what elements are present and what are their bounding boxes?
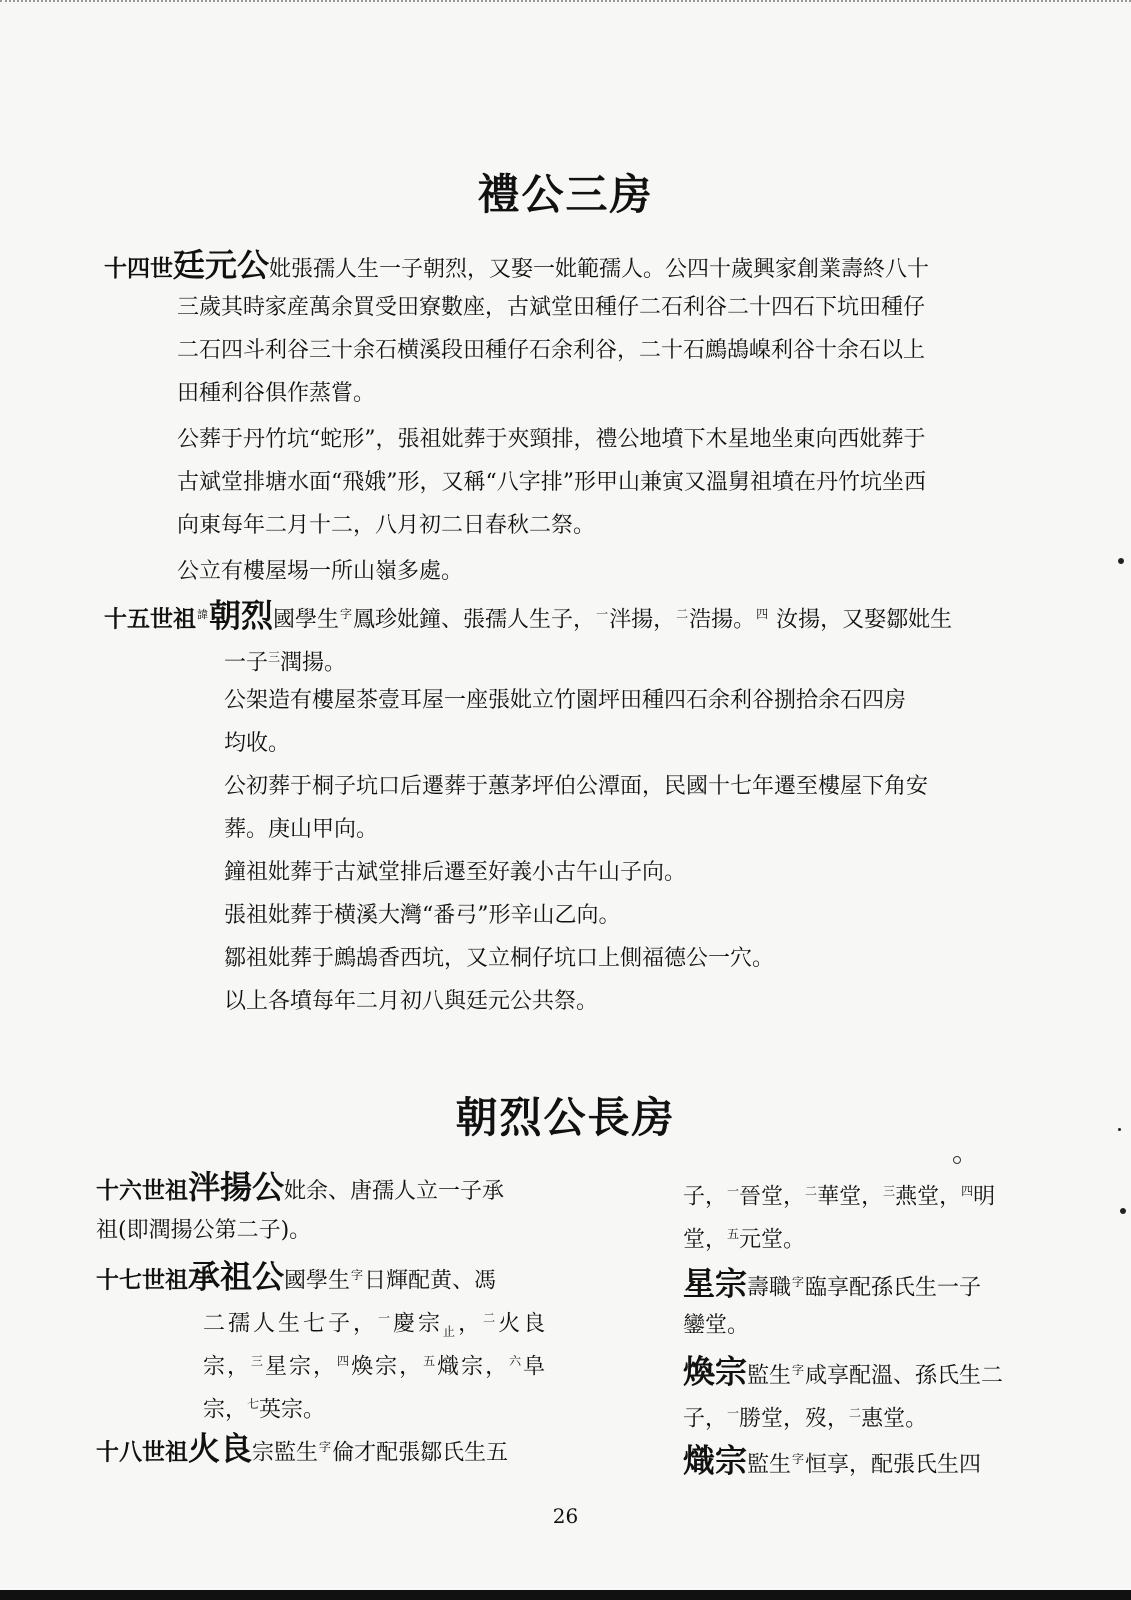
gen15-n3: 四 — [756, 607, 769, 621]
gen18-heading-line — [96, 1426, 508, 1474]
scan-speck — [1118, 558, 1124, 564]
gen18-label: 十八世祖 — [96, 1438, 188, 1466]
chizong-tag: 字 — [792, 1452, 805, 1466]
gen17-sub: 止 — [443, 1324, 459, 1339]
top-dotted-border — [0, 0, 1131, 2]
scan-speck — [1120, 1208, 1126, 1214]
r1-s2: 華堂， — [817, 1184, 884, 1210]
gen15-s2: 浩揚。 — [689, 607, 756, 633]
gen17-n6: 六 — [509, 1354, 524, 1368]
gen15-s3: 汝揚，又娶鄒妣生 — [776, 607, 953, 633]
gen17-s2: 火良 — [498, 1311, 549, 1337]
huanzong-text-b: 咸享配溫、孫氏生二 — [805, 1363, 1004, 1389]
gen17-line2-a: 二孺人生七子， — [203, 1311, 379, 1337]
r1-s4: 明 — [973, 1184, 996, 1210]
gen15-tag2: 字 — [340, 607, 353, 621]
gen15-line-7: 鐘祖妣葬于古斌堂排后遷至好義小古午山子向。 — [224, 860, 687, 885]
gen17-s1: 慶宗 — [393, 1311, 444, 1337]
gen18-name: 火良 — [188, 1429, 253, 1468]
chizong-text-b: 恒享，配張氏生四 — [805, 1452, 982, 1478]
r2-a: 堂， — [683, 1227, 728, 1253]
gen18-name2: 宗 — [252, 1440, 275, 1466]
gen14-heading-line — [104, 244, 929, 291]
xingzong-name: 星宗 — [683, 1264, 748, 1303]
gen17-line-3 — [203, 1340, 547, 1388]
gen17-text-a: 國學生 — [284, 1268, 351, 1294]
gen14-line-7: 公立有樓屋埸一所山嶺多處。 — [177, 559, 464, 584]
section-title-2: 朝烈公長房 — [455, 1093, 676, 1142]
gen17-n7: 七 — [247, 1397, 260, 1411]
chizong-heading-line — [683, 1438, 981, 1486]
gen16-heading-line — [96, 1166, 504, 1213]
gen17-n4: 四 — [337, 1354, 352, 1368]
gen18-text-a: 監生 — [274, 1440, 319, 1466]
gen17-n1: 一 — [378, 1311, 394, 1325]
right-line-1 — [683, 1170, 995, 1218]
gen15-line-4: 均收。 — [224, 731, 291, 756]
gen16-name: 泮揚公 — [188, 1168, 285, 1206]
gen17-n2: 二 — [483, 1311, 499, 1325]
gen15-tag: 諱 — [197, 608, 208, 621]
gen14-line-6: 向東每年二月十二，八月初二日春秋二祭。 — [177, 513, 596, 538]
r1-n4: 四 — [961, 1184, 974, 1198]
h-n2: 二 — [849, 1406, 862, 1420]
huanzong-tag: 字 — [792, 1363, 805, 1377]
r2-n5: 五 — [727, 1227, 740, 1241]
gen16-text: 妣余、唐孺人立一子承 — [284, 1179, 505, 1204]
huanzong-heading-line — [683, 1349, 1003, 1397]
huanzong-text-a: 監生 — [747, 1363, 792, 1389]
gen17-s7: 英宗。 — [259, 1397, 326, 1423]
huanzong-name: 煥宗 — [683, 1352, 748, 1391]
gen14-line-4: 公葬于丹竹坑“蛇形”，張祖妣葬于夾頸排，禮公地墳下木星地坐東向西妣葬于 — [177, 427, 926, 452]
gen17-line3-a: 宗， — [203, 1354, 252, 1380]
gen15-heading-line — [104, 593, 952, 641]
chizong-text-a: 監生 — [747, 1452, 792, 1478]
gen15-line-5: 公初葬于桐子坑口后遷葬于蕙茅坪伯公潭面，民國十七年遷至樓屋下角安 — [224, 774, 929, 799]
gen15-line2-a: 一子 — [224, 650, 269, 676]
gen17-line4-a: 宗， — [203, 1397, 248, 1423]
gen17-line-4 — [203, 1383, 325, 1431]
gen15-text-a: 國學生 — [273, 607, 340, 633]
gen15-line2-n: 三 — [268, 650, 281, 664]
gen17-text-b: 日輝配黄、馮 — [364, 1268, 497, 1294]
r1-s3: 燕堂， — [895, 1184, 962, 1210]
h-line2-a: 子， — [683, 1406, 728, 1432]
xingzong-text-b: 臨享配孫氏生一子 — [805, 1275, 982, 1301]
gen15-n1: 一 — [596, 607, 609, 621]
gen14-line-5: 古斌堂排塘水面“飛娥”形，又稱“八字排”形甲山兼寅又溫舅祖墳在丹竹坑坐西 — [177, 470, 926, 495]
gen15-line2-b: 潤揚。 — [280, 650, 347, 676]
r1-s1: 晉堂， — [739, 1184, 806, 1210]
gen17-s6: 阜 — [523, 1354, 548, 1380]
scan-speck — [953, 1156, 961, 1164]
gen17-name: 承祖公 — [188, 1257, 285, 1296]
gen17-n5: 五 — [423, 1354, 438, 1368]
gen15-label: 十五世祖 — [104, 605, 196, 633]
gen14-text: 妣張孺人生一子朝烈，又娶一妣範孺人。公四十歲興家創業壽終八十 — [269, 257, 930, 282]
r1-n3: 三 — [883, 1184, 896, 1198]
gen18-tag: 字 — [319, 1440, 332, 1454]
gen15-name: 朝烈 — [209, 596, 274, 635]
gen15-line-6: 葬。庚山甲向。 — [224, 817, 379, 842]
gen17-s3: 星宗， — [265, 1354, 338, 1380]
gen15-n2: 二 — [676, 607, 689, 621]
page-number: 26 — [552, 1504, 579, 1528]
xingzong-line-2: 鑾堂。 — [683, 1313, 750, 1338]
gen15-line-3: 公架造有樓屋茶壹耳屋一座張妣立竹園坪田種四石余利谷捌拾余石四房 — [224, 688, 907, 713]
gen17-tag: 字 — [351, 1268, 364, 1282]
h-s1: 勝堂，歿， — [739, 1406, 850, 1432]
r2-s5: 元堂。 — [739, 1227, 806, 1253]
xingzong-tag: 字 — [792, 1275, 805, 1289]
r1-n2: 二 — [805, 1184, 818, 1198]
huanzong-line-2 — [683, 1392, 927, 1440]
xingzong-heading-line — [683, 1261, 981, 1309]
gen15-line-10: 以上各墳每年二月初八與廷元公共祭。 — [224, 989, 599, 1014]
gen17-n3: 三 — [251, 1354, 266, 1368]
r1-a: 子， — [683, 1184, 728, 1210]
r1-n1: 一 — [727, 1184, 740, 1198]
h-n1: 一 — [727, 1406, 740, 1420]
gen14-label: 十四世 — [104, 255, 173, 282]
gen17-s5: 熾宗， — [437, 1354, 510, 1380]
gen15-s1: 泮揚， — [609, 607, 676, 633]
gen14-line-3: 田種利谷俱作蒸嘗。 — [177, 381, 376, 406]
gen17-s4: 煥宗， — [351, 1354, 424, 1380]
gen16-line-2: 祖(即潤揚公第二子)。 — [96, 1218, 312, 1243]
gen17-label: 十七世祖 — [96, 1266, 188, 1294]
h-s2: 惠堂。 — [861, 1406, 928, 1432]
gen18-text-b: 倫才配張鄒氏生五 — [332, 1440, 509, 1466]
gen17-s1b: ， — [458, 1311, 484, 1337]
xingzong-text-a: 壽職 — [747, 1275, 792, 1301]
gen16-label: 十六世祖 — [96, 1177, 188, 1204]
gen17-heading-line — [96, 1254, 496, 1302]
bottom-scan-border — [0, 1590, 1131, 1600]
right-line-2 — [683, 1213, 805, 1261]
section-title-1: 禮公三房 — [477, 170, 654, 219]
gen14-line-1: 三歲其時家産萬余買受田寮數座，古斌堂田種仔二石利谷二十四石下坑田種仔 — [177, 295, 926, 320]
gen14-line-2: 二石四斗利谷三十余石横溪段田種仔石余利谷，二十石鷓鴣嵲利谷十余石以上 — [177, 338, 926, 363]
scan-speck — [1118, 1128, 1121, 1131]
gen15-line-2 — [224, 636, 346, 684]
gen14-name: 廷元公 — [173, 246, 270, 284]
gen15-line-8: 張祖妣葬于横溪大灣“番弓”形辛山乙向。 — [224, 903, 621, 928]
gen15-text-b: 鳳珍妣鐘、張孺人生子， — [353, 607, 596, 633]
gen15-line-9: 鄒祖妣葬于鷓鴣香西坑，又立桐仔坑口上側福德公一穴。 — [224, 946, 775, 971]
chizong-name: 熾宗 — [683, 1441, 748, 1480]
